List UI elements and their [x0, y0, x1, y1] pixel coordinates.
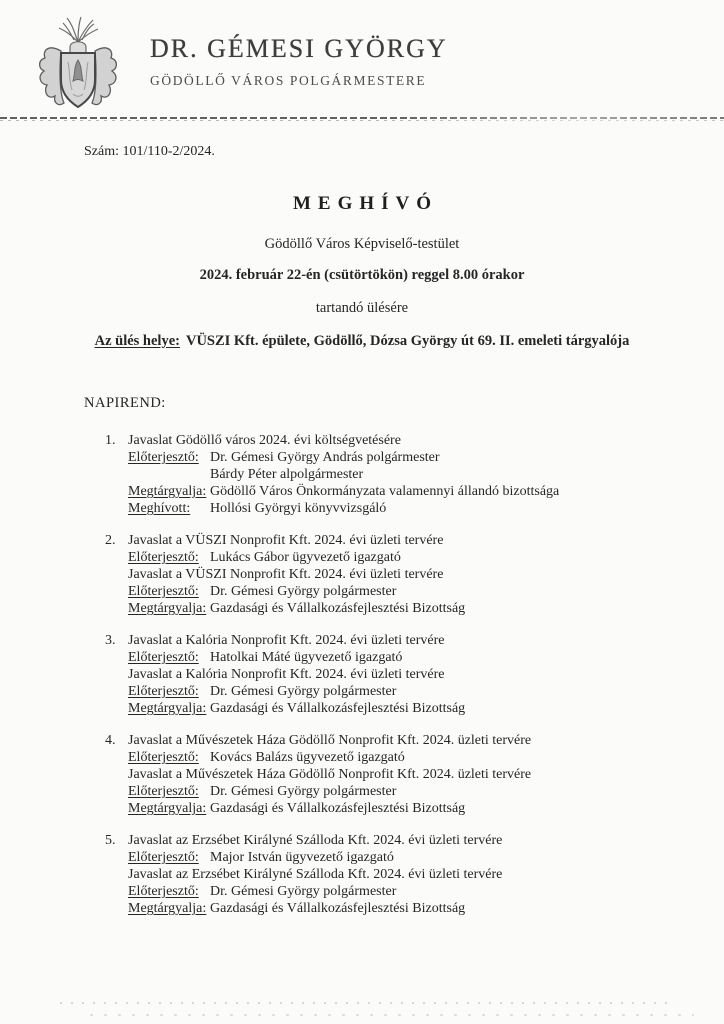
- agenda-item-lines: [128, 532, 684, 617]
- location-text: VÜSZI Kft. épülete, Gödöllő, Dózsa György út 69. II. emeleti tárgyalója: [185, 333, 630, 349]
- meeting-location-line: [0, 333, 724, 350]
- agenda-line-value: Gödöllő Város Önkormányzata valamennyi állandó bizottsága: [210, 484, 560, 499]
- header-divider: [0, 117, 724, 121]
- agenda-line-title: Javaslat a Művészetek Háza Gödöllő Nonprofit Kft. 2024. üzleti tervére: [128, 733, 532, 748]
- letterhead-text: [150, 34, 448, 89]
- agenda-item-lines: [128, 632, 684, 717]
- agenda-line-title: Javaslat a Kalória Nonprofit Kft. 2024. évi üzleti tervére: [128, 633, 445, 648]
- agenda-line: [128, 583, 684, 600]
- agenda-line: [128, 649, 684, 666]
- agenda-line-label: Megtárgyalja:: [128, 901, 207, 916]
- agenda-line-value: Gazdasági és Vállalkozásfejlesztési Bizottság: [210, 701, 466, 716]
- agenda-item-number: 2.: [105, 533, 116, 548]
- letterhead-name: DR. GÉMESI GYÖRGY: [150, 34, 448, 63]
- location-label: Az ülés helye:: [94, 333, 180, 349]
- agenda-line: [128, 600, 684, 617]
- agenda-line: [128, 700, 684, 717]
- council-name: Gödöllő Város Képviselő-testület: [264, 236, 460, 252]
- meeting-datetime: 2024. február 22-én (csütörtökön) reggel 8.00 órakor: [199, 267, 525, 283]
- agenda-line-value: Dr. Gémesi György polgármester: [210, 584, 397, 599]
- agenda-line: [128, 900, 684, 917]
- agenda-line-value: Dr. Gémesi György polgármester: [210, 684, 397, 699]
- agenda-item-number: 3.: [105, 633, 116, 648]
- agenda-line-value: Hatolkai Máté ügyvezető igazgató: [210, 650, 403, 665]
- agenda-line-label: Előterjesztő:: [128, 884, 199, 899]
- agenda-line-label: Előterjesztő:: [128, 650, 199, 665]
- agenda-line-title: Javaslat a VÜSZI Nonprofit Kft. 2024. évi üzleti tervére: [128, 567, 444, 582]
- agenda-line-value: Gazdasági és Vállalkozásfejlesztési Bizottság: [210, 901, 466, 916]
- document-title: MEGHÍVÓ: [292, 193, 439, 214]
- agenda-line-label: Előterjesztő:: [128, 450, 199, 465]
- agenda-line-label: Előterjesztő:: [128, 550, 199, 565]
- agenda-line: [128, 800, 684, 817]
- agenda-line-value: Lukács Gábor ügyvezető igazgató: [210, 550, 401, 565]
- agenda-item-lines: [128, 832, 684, 917]
- agenda-line-title: Javaslat az Erzsébet Királyné Szálloda Kft. 2024. évi üzleti tervére: [128, 833, 503, 848]
- agenda-item-number: 5.: [105, 833, 116, 848]
- agenda-line: [128, 683, 684, 700]
- agenda-line-title: Javaslat az Erzsébet Királyné Szálloda Kft. 2024. évi üzleti tervére: [128, 867, 503, 882]
- scan-artifact-line: [90, 1014, 694, 1016]
- agenda-line-label: Meghívott:: [128, 501, 191, 516]
- agenda-line-label: Megtárgyalja:: [128, 601, 207, 616]
- agenda-line-label: Előterjesztő:: [128, 684, 199, 699]
- agenda-line-label: Megtárgyalja:: [128, 701, 207, 716]
- agenda-line-label: Megtárgyalja:: [128, 801, 207, 816]
- agenda-line: [128, 849, 684, 866]
- agenda-line-value: Gazdasági és Vállalkozásfejlesztési Bizottság: [210, 801, 466, 816]
- coat-of-arms-icon: [30, 16, 126, 116]
- agenda-line: [128, 883, 684, 900]
- reference-number: Szám: 101/110-2/2024.: [84, 144, 215, 159]
- agenda-line-value: Dr. Gémesi György polgármester: [210, 884, 397, 899]
- agenda-line-label: Előterjesztő:: [128, 850, 199, 865]
- agenda-item-number: 1.: [105, 433, 116, 448]
- agenda-line: Bárdy Péter alpolgármester: [210, 467, 364, 482]
- agenda-line-title: Javaslat Gödöllő város 2024. évi költségvetésére: [128, 433, 401, 448]
- agenda-item: [105, 532, 684, 617]
- agenda-line-label: Előterjesztő:: [128, 784, 199, 799]
- agenda-item: [105, 632, 684, 717]
- agenda-line-value: Kovács Balázs ügyvezető igazgató: [210, 750, 405, 765]
- letterhead: [0, 0, 724, 117]
- agenda-line-label: Megtárgyalja:: [128, 484, 207, 499]
- agenda-line-title: Javaslat a Művészetek Háza Gödöllő Nonprofit Kft. 2024. üzleti tervére: [128, 767, 532, 782]
- agenda-item: [105, 732, 684, 817]
- agenda-item-lines: [128, 732, 684, 817]
- agenda-line-value: Hollósi Györgyi könyvvizsgáló: [210, 501, 387, 516]
- agenda-line: [128, 783, 684, 800]
- agenda-line: [128, 500, 684, 517]
- agenda-line: [128, 483, 684, 500]
- letterhead-office-title: GÖDÖLLŐ VÁROS POLGÁRMESTERE: [150, 73, 427, 88]
- agenda-line-value: Gazdasági és Vállalkozásfejlesztési Bizottság: [210, 601, 466, 616]
- agenda-item-number: 4.: [105, 733, 116, 748]
- agenda-line: [128, 749, 684, 766]
- agenda-line-label: Előterjesztő:: [128, 584, 199, 599]
- meeting-purpose: tartandó ülésére: [315, 300, 409, 316]
- agenda-item: [105, 832, 684, 917]
- agenda-item: [105, 432, 684, 517]
- agenda-line-value: Dr. Gémesi György polgármester: [210, 784, 397, 799]
- agenda-line-title: Javaslat a Kalória Nonprofit Kft. 2024. évi üzleti tervére: [128, 667, 445, 682]
- agenda-heading: NAPIREND:: [84, 395, 166, 411]
- agenda-line-value: Major István ügyvezető igazgató: [210, 850, 394, 865]
- scan-artifact-line: [60, 1002, 674, 1004]
- agenda-line: [128, 449, 684, 466]
- agenda-line-label: Előterjesztő:: [128, 750, 199, 765]
- agenda-list: [105, 432, 684, 917]
- agenda-line-title: Javaslat a VÜSZI Nonprofit Kft. 2024. évi üzleti tervére: [128, 533, 444, 548]
- agenda-item-lines: [128, 432, 684, 517]
- agenda-line-value: Dr. Gémesi György András polgármester: [210, 450, 440, 465]
- agenda-line: [128, 549, 684, 566]
